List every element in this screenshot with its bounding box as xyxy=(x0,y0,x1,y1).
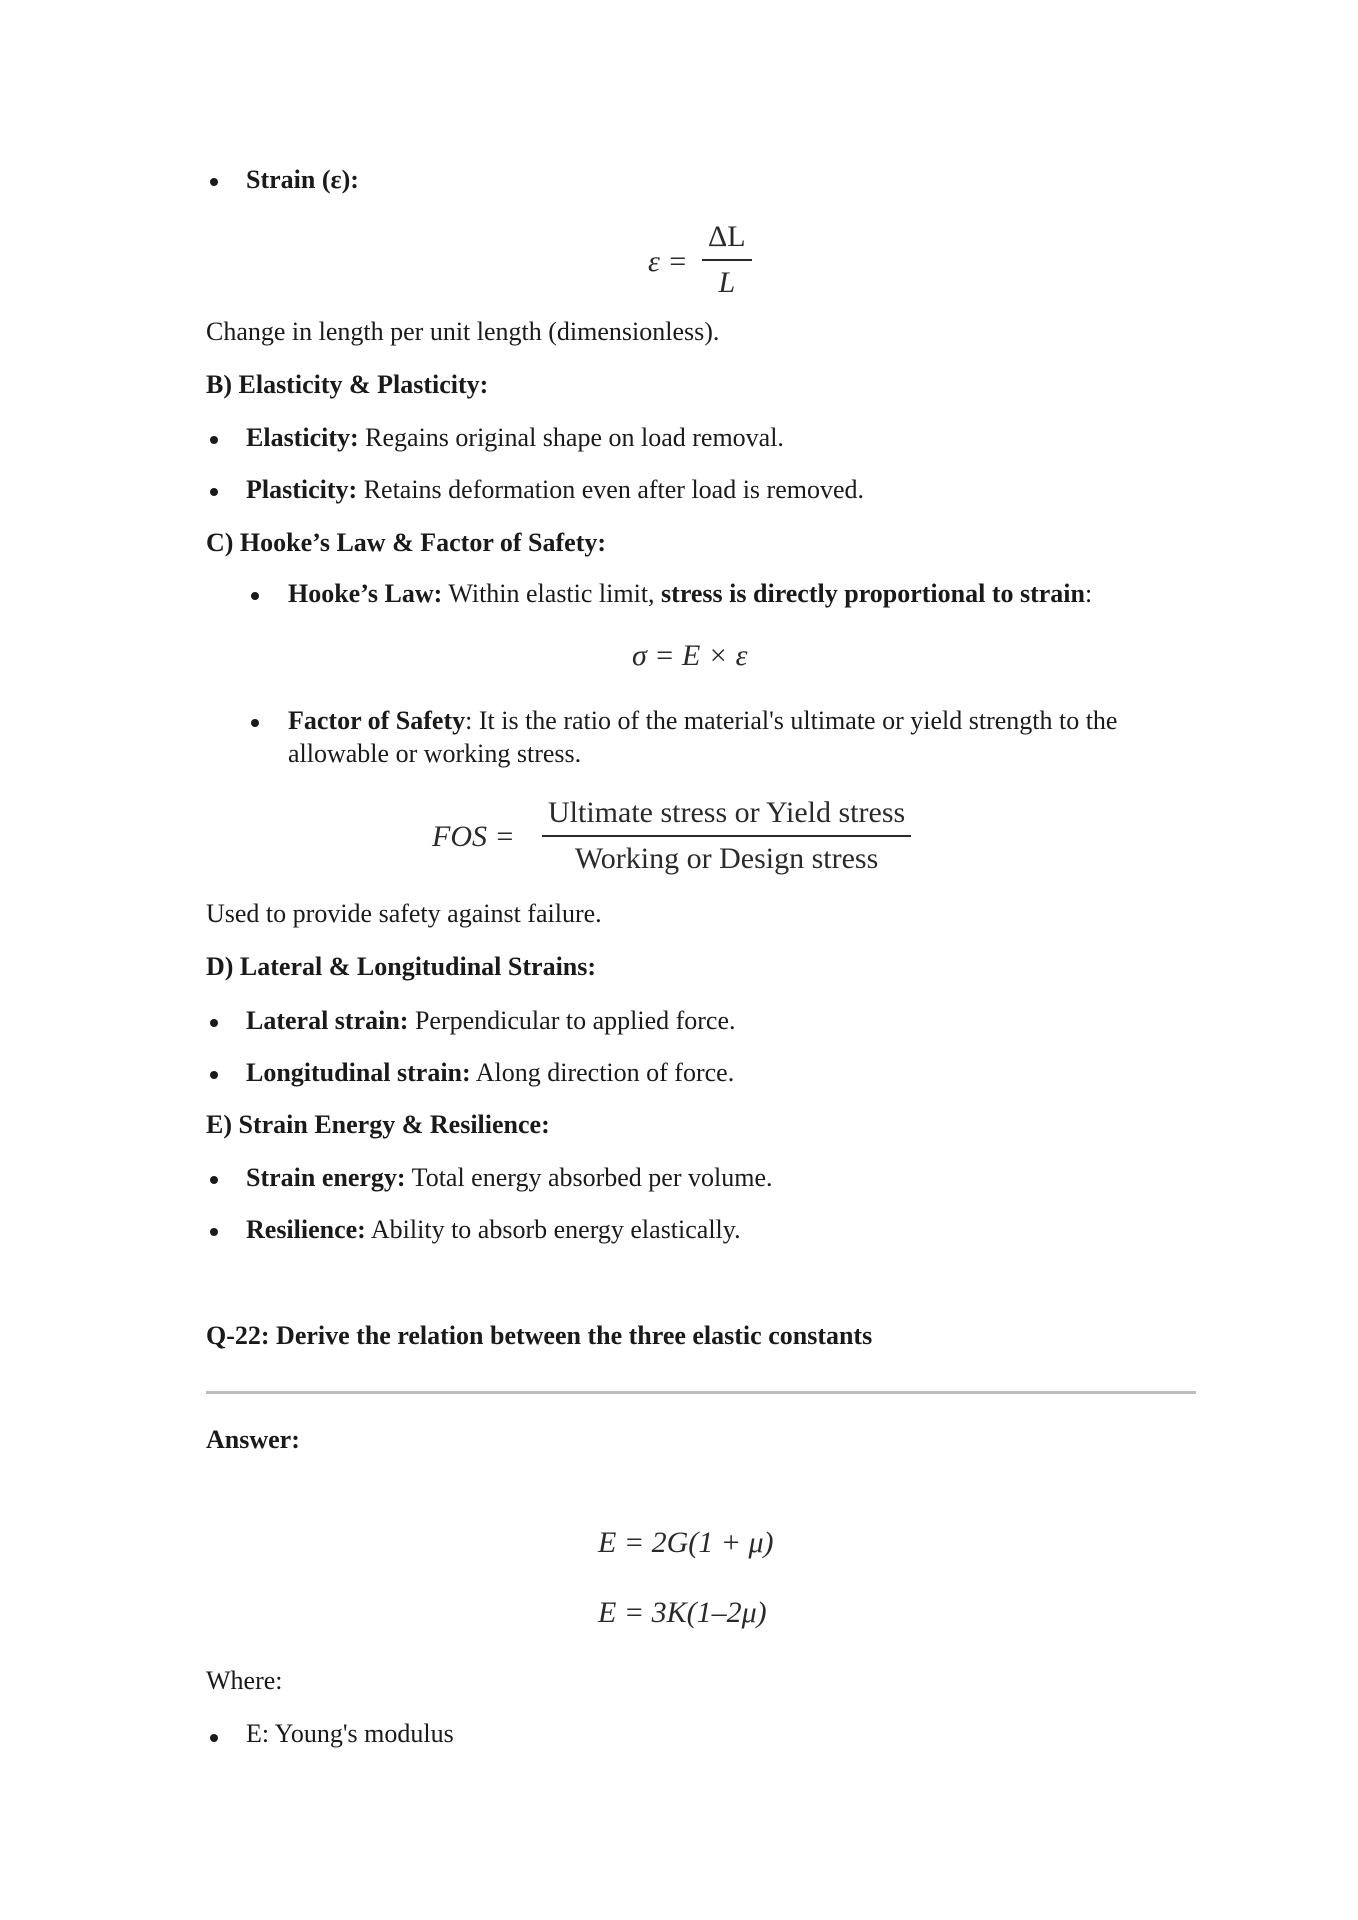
horizontal-divider xyxy=(206,1391,1196,1394)
bullet xyxy=(210,1734,218,1742)
section-e-heading: E) Strain Energy & Resilience: xyxy=(206,1110,550,1139)
strain-formula-fraction xyxy=(702,218,752,301)
fraction-bar xyxy=(542,835,911,837)
youngs-modulus-item: E: Young's modulus xyxy=(246,1719,454,1748)
resilience-text: Ability to absorb energy elastically. xyxy=(365,1215,741,1244)
fraction-bar xyxy=(702,259,752,261)
bullet xyxy=(210,436,218,444)
strain-energy-text: Total energy absorbed per volume. xyxy=(405,1163,773,1192)
answer-label: Answer: xyxy=(206,1425,300,1454)
bullet xyxy=(210,1019,218,1027)
fos-formula-numerator: Ultimate stress or Yield stress xyxy=(548,796,906,829)
fos-formula-denominator: Working or Design stress xyxy=(574,841,879,875)
strain-formula-denominator: L xyxy=(718,265,736,299)
plasticity-item xyxy=(246,474,864,507)
plasticity-term: Plasticity: xyxy=(246,475,358,504)
relation-equation-2: E = 3K(1–2μ) xyxy=(598,1596,767,1629)
hookes-law-trail: : xyxy=(1084,579,1093,608)
longitudinal-strain-text: Along direction of force. xyxy=(470,1058,735,1087)
lateral-strain-item xyxy=(246,1005,736,1038)
where-label: Where: xyxy=(206,1666,283,1695)
bullet xyxy=(251,719,259,727)
section-d-heading: D) Lateral & Longitudinal Strains: xyxy=(206,952,597,981)
relation-equation-1: E = 2G(1 + μ) xyxy=(598,1526,774,1559)
section-c-heading: C) Hooke’s Law & Factor of Safety: xyxy=(206,528,607,557)
section-b-heading: B) Elasticity & Plasticity: xyxy=(206,370,489,399)
hookes-law-term: Hooke’s Law: xyxy=(288,579,443,608)
elasticity-text: Regains original shape on load removal. xyxy=(358,423,784,452)
factor-of-safety-term: Factor of Safety xyxy=(288,706,466,735)
lateral-strain-text: Perpendicular to applied force. xyxy=(408,1006,736,1035)
longitudinal-strain-item xyxy=(246,1057,734,1090)
elasticity-item xyxy=(246,422,784,455)
hookes-law-formula: σ = E × ε xyxy=(632,639,748,672)
elasticity-term: Elasticity: xyxy=(246,423,359,452)
bullet xyxy=(251,592,259,600)
factor-of-safety-text: : It is the ratio of the material's ultimate or yield strength to the xyxy=(465,706,1118,735)
strain-energy-term: Strain energy: xyxy=(246,1163,406,1192)
hookes-law-text: Within elastic limit, xyxy=(442,579,662,608)
factor-of-safety-line2: allowable or working stress. xyxy=(288,739,582,768)
resilience-term: Resilience: xyxy=(246,1215,366,1244)
resilience-item xyxy=(246,1214,741,1247)
strain-formula-lhs: ε = xyxy=(648,245,688,278)
fos-formula-fraction xyxy=(542,794,911,877)
factor-of-safety-line1 xyxy=(288,705,1117,738)
strain-description: Change in length per unit length (dimensionless). xyxy=(206,317,720,346)
question-title: Q-22: Derive the relation between the three elastic constants xyxy=(206,1321,873,1350)
fos-formula-lhs: FOS = xyxy=(432,820,515,853)
plasticity-text: Retains deformation even after load is removed. xyxy=(357,475,865,504)
bullet xyxy=(210,1176,218,1184)
strain-formula-numerator: ΔL xyxy=(708,220,746,253)
strain-energy-item xyxy=(246,1162,773,1195)
bullet xyxy=(210,1228,218,1236)
hookes-law-item xyxy=(288,578,1092,611)
hookes-law-emphasis: stress is directly proportional to strain xyxy=(661,579,1085,608)
strain-label: Strain (ε): xyxy=(246,165,359,194)
longitudinal-strain-term: Longitudinal strain: xyxy=(246,1058,471,1087)
lateral-strain-term: Lateral strain: xyxy=(246,1006,409,1035)
bullet xyxy=(210,488,218,496)
bullet xyxy=(210,1071,218,1079)
bullet xyxy=(210,178,218,186)
section-c-note: Used to provide safety against failure. xyxy=(206,899,602,928)
